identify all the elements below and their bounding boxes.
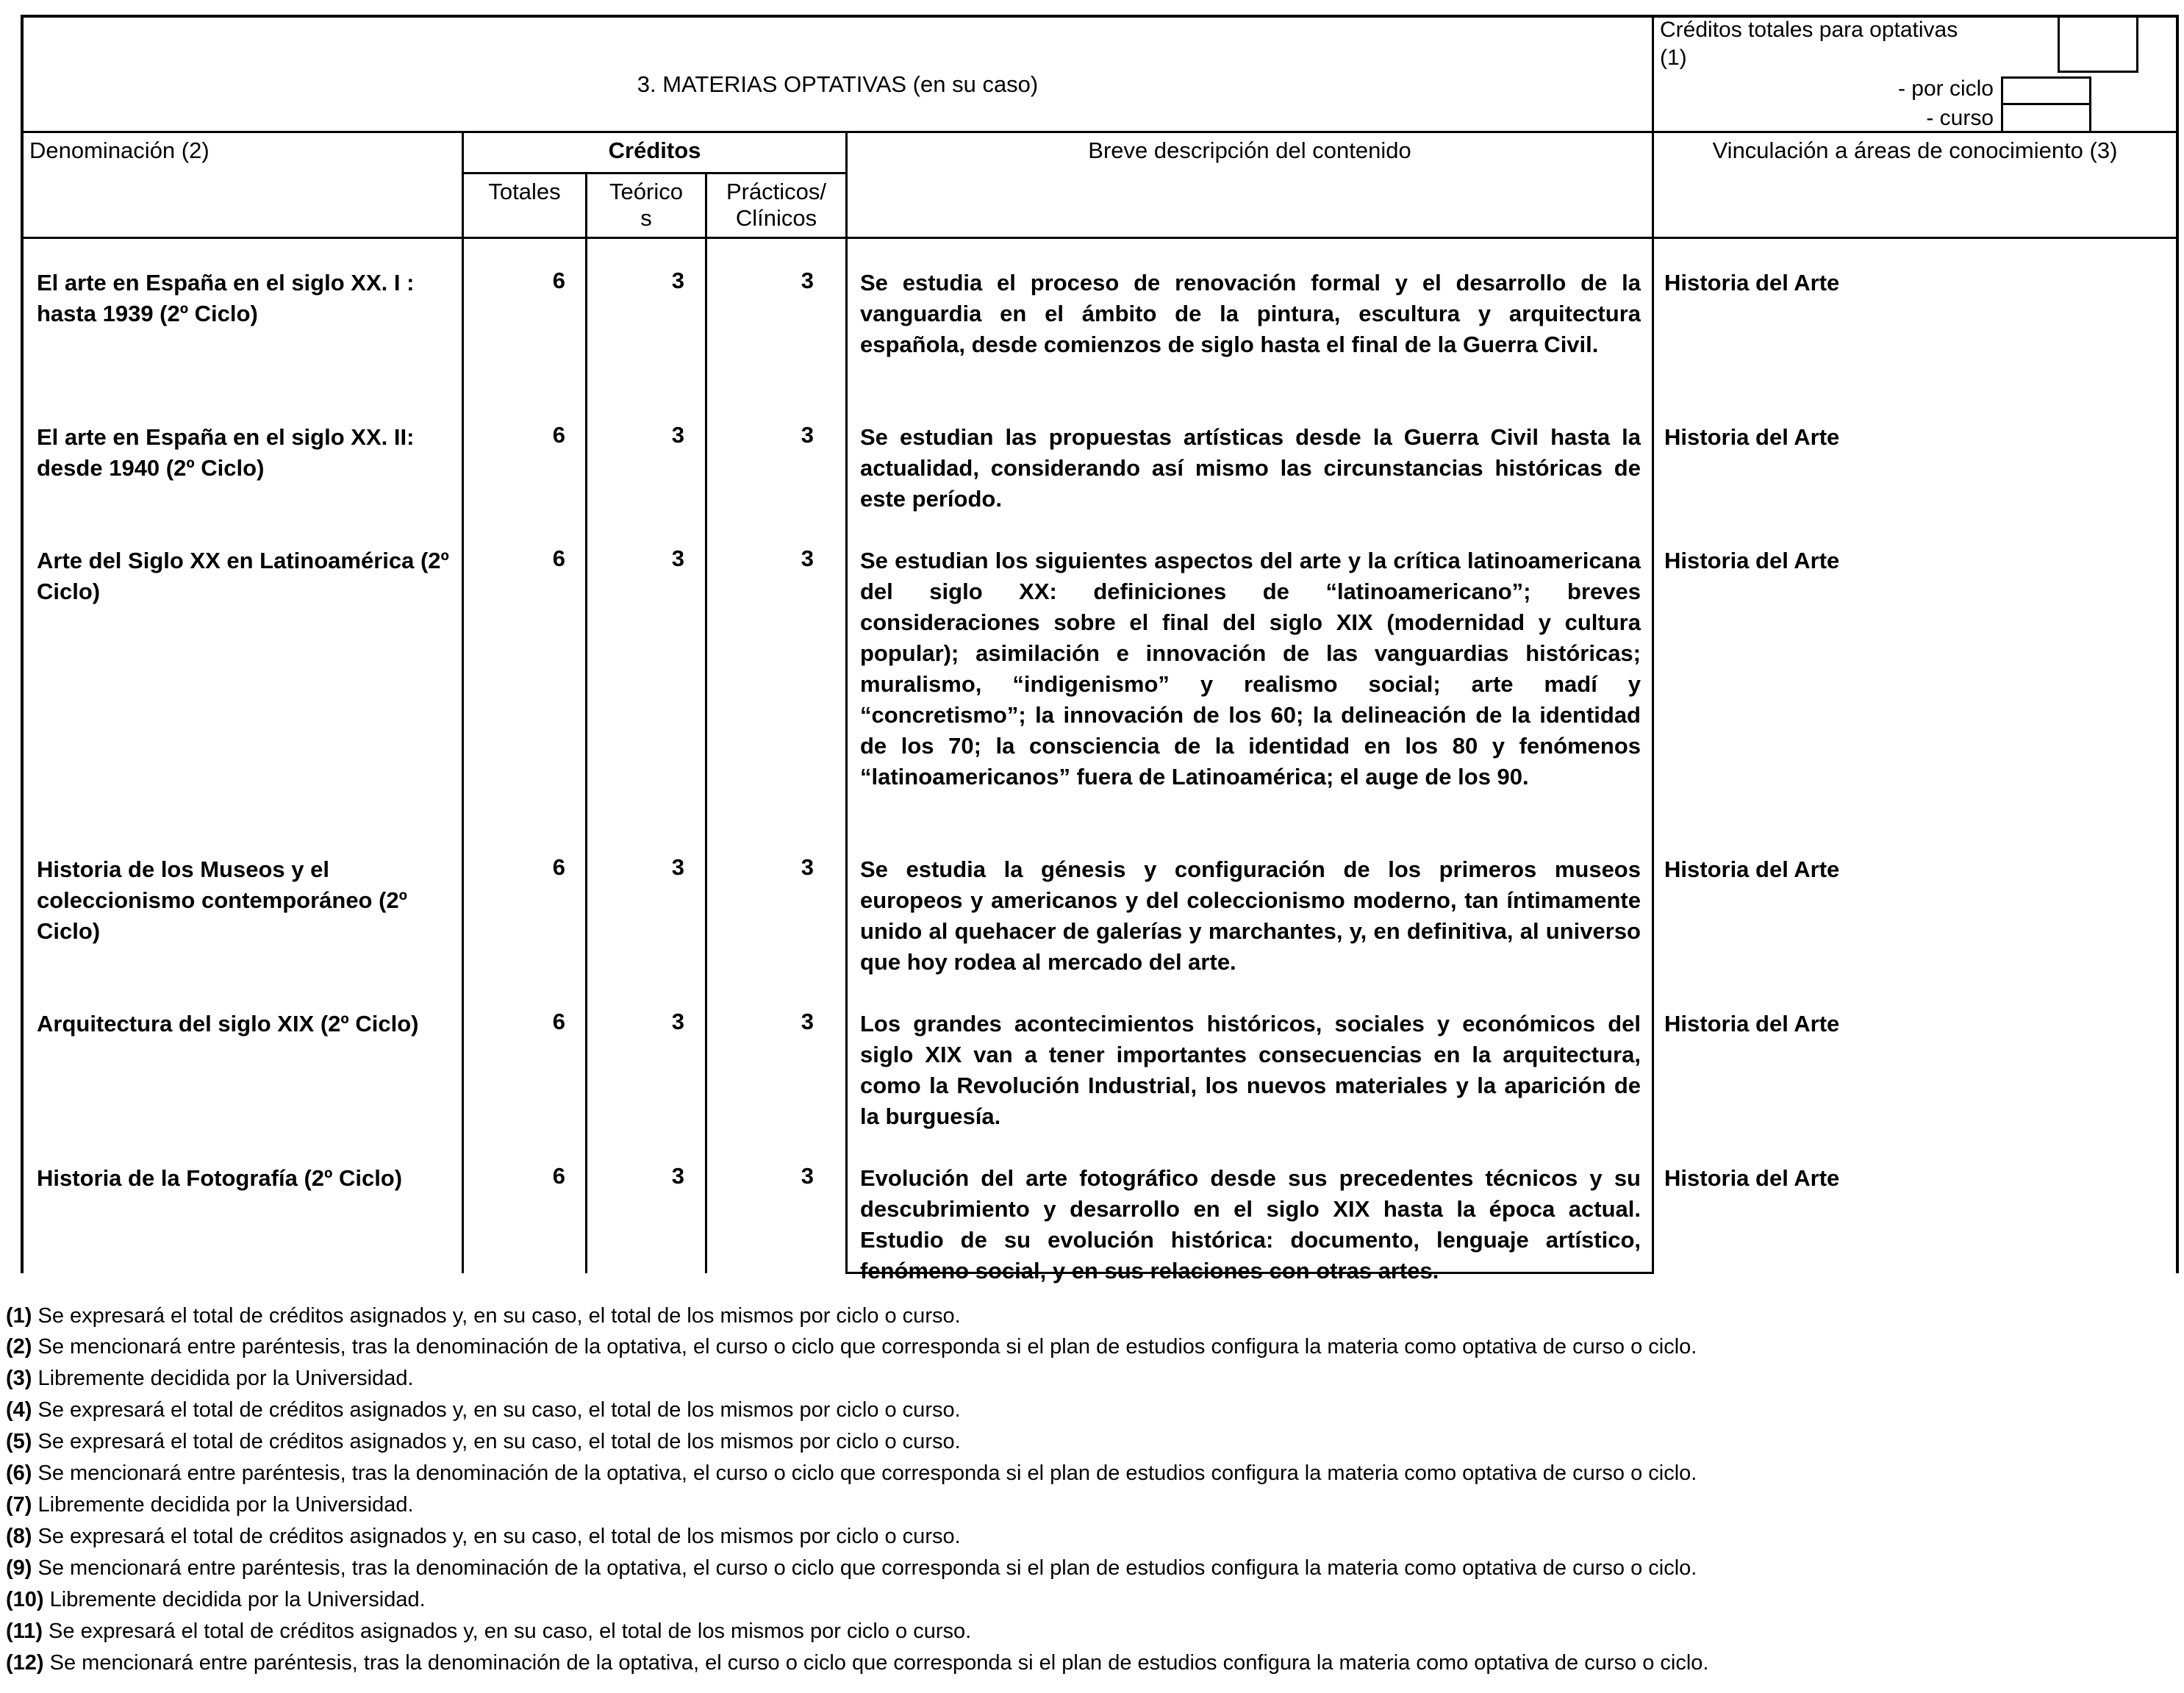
row-teoricos: 3 xyxy=(671,1163,684,1189)
row-practicos: 3 xyxy=(801,545,814,571)
row-descripcion: Evolución del arte fotográfico desde sus precedentes técnicos y su descubrimiento y desarrollo en el siglo XIX hasta la época actual. Estudio de su evolución histórica: documento, lenguaje artístico, fenómeno social, y en sus relaciones con otras artes. xyxy=(860,1165,1641,1284)
col-practicos-b: Clínicos xyxy=(735,205,817,231)
row-area: Historia del Arte xyxy=(1664,548,1840,573)
row-area: Historia del Arte xyxy=(1664,856,1840,882)
col-descripcion: Breve descripción del contenido xyxy=(1088,137,1411,163)
row-descripcion: Se estudian los siguientes aspectos del arte y la crítica latinoamericana del siglo XX: definiciones de “latinoamericano”; breves consideraciones sobre el final del siglo XIX (modernidad y cultura popular); asimilación e innovación de las vanguardias históricas; muralismo, “indigenismo” y realismo social; arte madí y “concretismo”; la innovación de los 60; la delineación de la identidad de los 70; la consciencia de la identidad en los 80 y fenómenos “latinoamericanos” fuera de Latinoamérica; el auge de los 90. xyxy=(860,548,1641,790)
row-descripcion: Los grandes acontecimientos históricos, sociales y económicos del siglo XIX van a tener importantes consecuencias en la arquitectura, como la Revolución Industrial, los nuevos materiales y la aparición de la burguesía. xyxy=(860,1011,1641,1129)
creditos-totales-note: (1) xyxy=(1660,46,1687,70)
row-totales: 6 xyxy=(552,545,565,571)
curso-label: - curso xyxy=(1926,106,1994,130)
footnote: (11) Se expresará el total de créditos asignados y, en su caso, el total de los mismos por ciclo o curso. xyxy=(6,1619,972,1643)
por-ciclo-label: - por ciclo xyxy=(1897,76,1994,101)
row-totales: 6 xyxy=(552,268,565,293)
row-name: Arte del Siglo XX en Latinoamérica (2º Ciclo) xyxy=(37,548,449,604)
row-descripcion: Se estudia la génesis y configuración de los primeros museos europeos y americanos y del coleccionismo moderno, tan íntimamente unido al quehacer de galerías y marchantes, y, en definitiva, al universo que hoy rodea al mercado del arte. xyxy=(860,856,1641,975)
row-practicos: 3 xyxy=(801,1163,814,1189)
row-practicos: 3 xyxy=(801,268,814,293)
footnote: (10) Libremente decidida por la Universidad. xyxy=(6,1588,426,1611)
footnote: (3) Libremente decidida por la Universidad. xyxy=(6,1367,414,1390)
row-name: El arte en España en el siglo XX. II: desde 1940 (2º Ciclo) xyxy=(37,424,415,481)
col-creditos: Créditos xyxy=(608,137,701,163)
col-teoricos-a: Teórico xyxy=(609,179,683,204)
row-totales: 6 xyxy=(552,854,565,880)
col-teoricos-b: s xyxy=(640,205,652,231)
row-totales: 6 xyxy=(552,422,565,448)
col-practicos-a: Prácticos/ xyxy=(726,179,827,204)
footnote: (7) Libremente decidida por la Universidad. xyxy=(6,1493,414,1517)
row-area: Historia del Arte xyxy=(1664,1011,1840,1037)
footnote: (4) Se expresará el total de créditos asignados y, en su caso, el total de los mismos por ciclo o curso. xyxy=(6,1398,961,1422)
row-area: Historia del Arte xyxy=(1664,424,1840,450)
col-vinculacion: Vinculación a áreas de conocimiento (3) xyxy=(1712,137,2118,163)
row-teoricos: 3 xyxy=(671,545,684,571)
row-totales: 6 xyxy=(552,1009,565,1034)
row-teoricos: 3 xyxy=(671,268,684,293)
row-descripcion: Se estudia el proceso de renovación formal y el desarrollo de la vanguardia en el ámbito de la pintura, escultura y arquitectura española, desde comienzos de siglo hasta el final de la Guerra Civil. xyxy=(860,270,1641,357)
row-name: Historia de los Museos y el coleccionismo contemporáneo (2º Ciclo) xyxy=(37,856,407,944)
row-teoricos: 3 xyxy=(671,1009,684,1034)
row-practicos: 3 xyxy=(801,1009,814,1034)
creditos-totales-label: Créditos totales para optativas xyxy=(1660,18,1958,42)
row-teoricos: 3 xyxy=(671,422,684,448)
row-area: Historia del Arte xyxy=(1664,270,1840,296)
footnote: (1) Se expresará el total de créditos asignados y, en su caso, el total de los mismos por ciclo o curso. xyxy=(6,1304,961,1328)
row-name: El arte en España en el siglo XX. I : hasta 1939 (2º Ciclo) xyxy=(37,270,415,326)
section-title: 3. MATERIAS OPTATIVAS (en su caso) xyxy=(637,71,1039,97)
footnote: (6) Se mencionará entre paréntesis, tras la denominación de la optativa, el curso o ciclo que corresponda si el plan de estudios configura la materia como optativa de curso o ciclo. xyxy=(6,1461,1697,1485)
col-denominacion: Denominación (2) xyxy=(29,137,210,163)
footnote: (5) Se expresará el total de créditos asignados y, en su caso, el total de los mismos por ciclo o curso. xyxy=(6,1430,961,1453)
col-totales: Totales xyxy=(488,179,561,204)
row-practicos: 3 xyxy=(801,422,814,448)
row-practicos: 3 xyxy=(801,854,814,880)
footnote: (2) Se mencionará entre paréntesis, tras la denominación de la optativa, el curso o ciclo que corresponda si el plan de estudios configura la materia como optativa de curso o ciclo. xyxy=(6,1335,1697,1359)
row-name: Arquitectura del siglo XIX (2º Ciclo) xyxy=(37,1011,419,1037)
row-totales: 6 xyxy=(552,1163,565,1189)
footnote: (12) Se mencionará entre paréntesis, tras la denominación de la optativa, el curso o ciclo que corresponda si el plan de estudios configura la materia como optativa de curso o ciclo. xyxy=(6,1651,1709,1675)
row-descripcion: Se estudian las propuestas artísticas desde la Guerra Civil hasta la actualidad, considerando así mismo las circunstancias históricas de este período. xyxy=(860,424,1641,512)
row-teoricos: 3 xyxy=(671,854,684,880)
footnote: (9) Se mencionará entre paréntesis, tras la denominación de la optativa, el curso o ciclo que corresponda si el plan de estudios configura la materia como optativa de curso o ciclo. xyxy=(6,1556,1697,1580)
footnote: (8) Se expresará el total de créditos asignados y, en su caso, el total de los mismos por ciclo o curso. xyxy=(6,1525,961,1548)
row-name: Historia de la Fotografía (2º Ciclo) xyxy=(37,1165,403,1191)
row-area: Historia del Arte xyxy=(1664,1165,1840,1191)
